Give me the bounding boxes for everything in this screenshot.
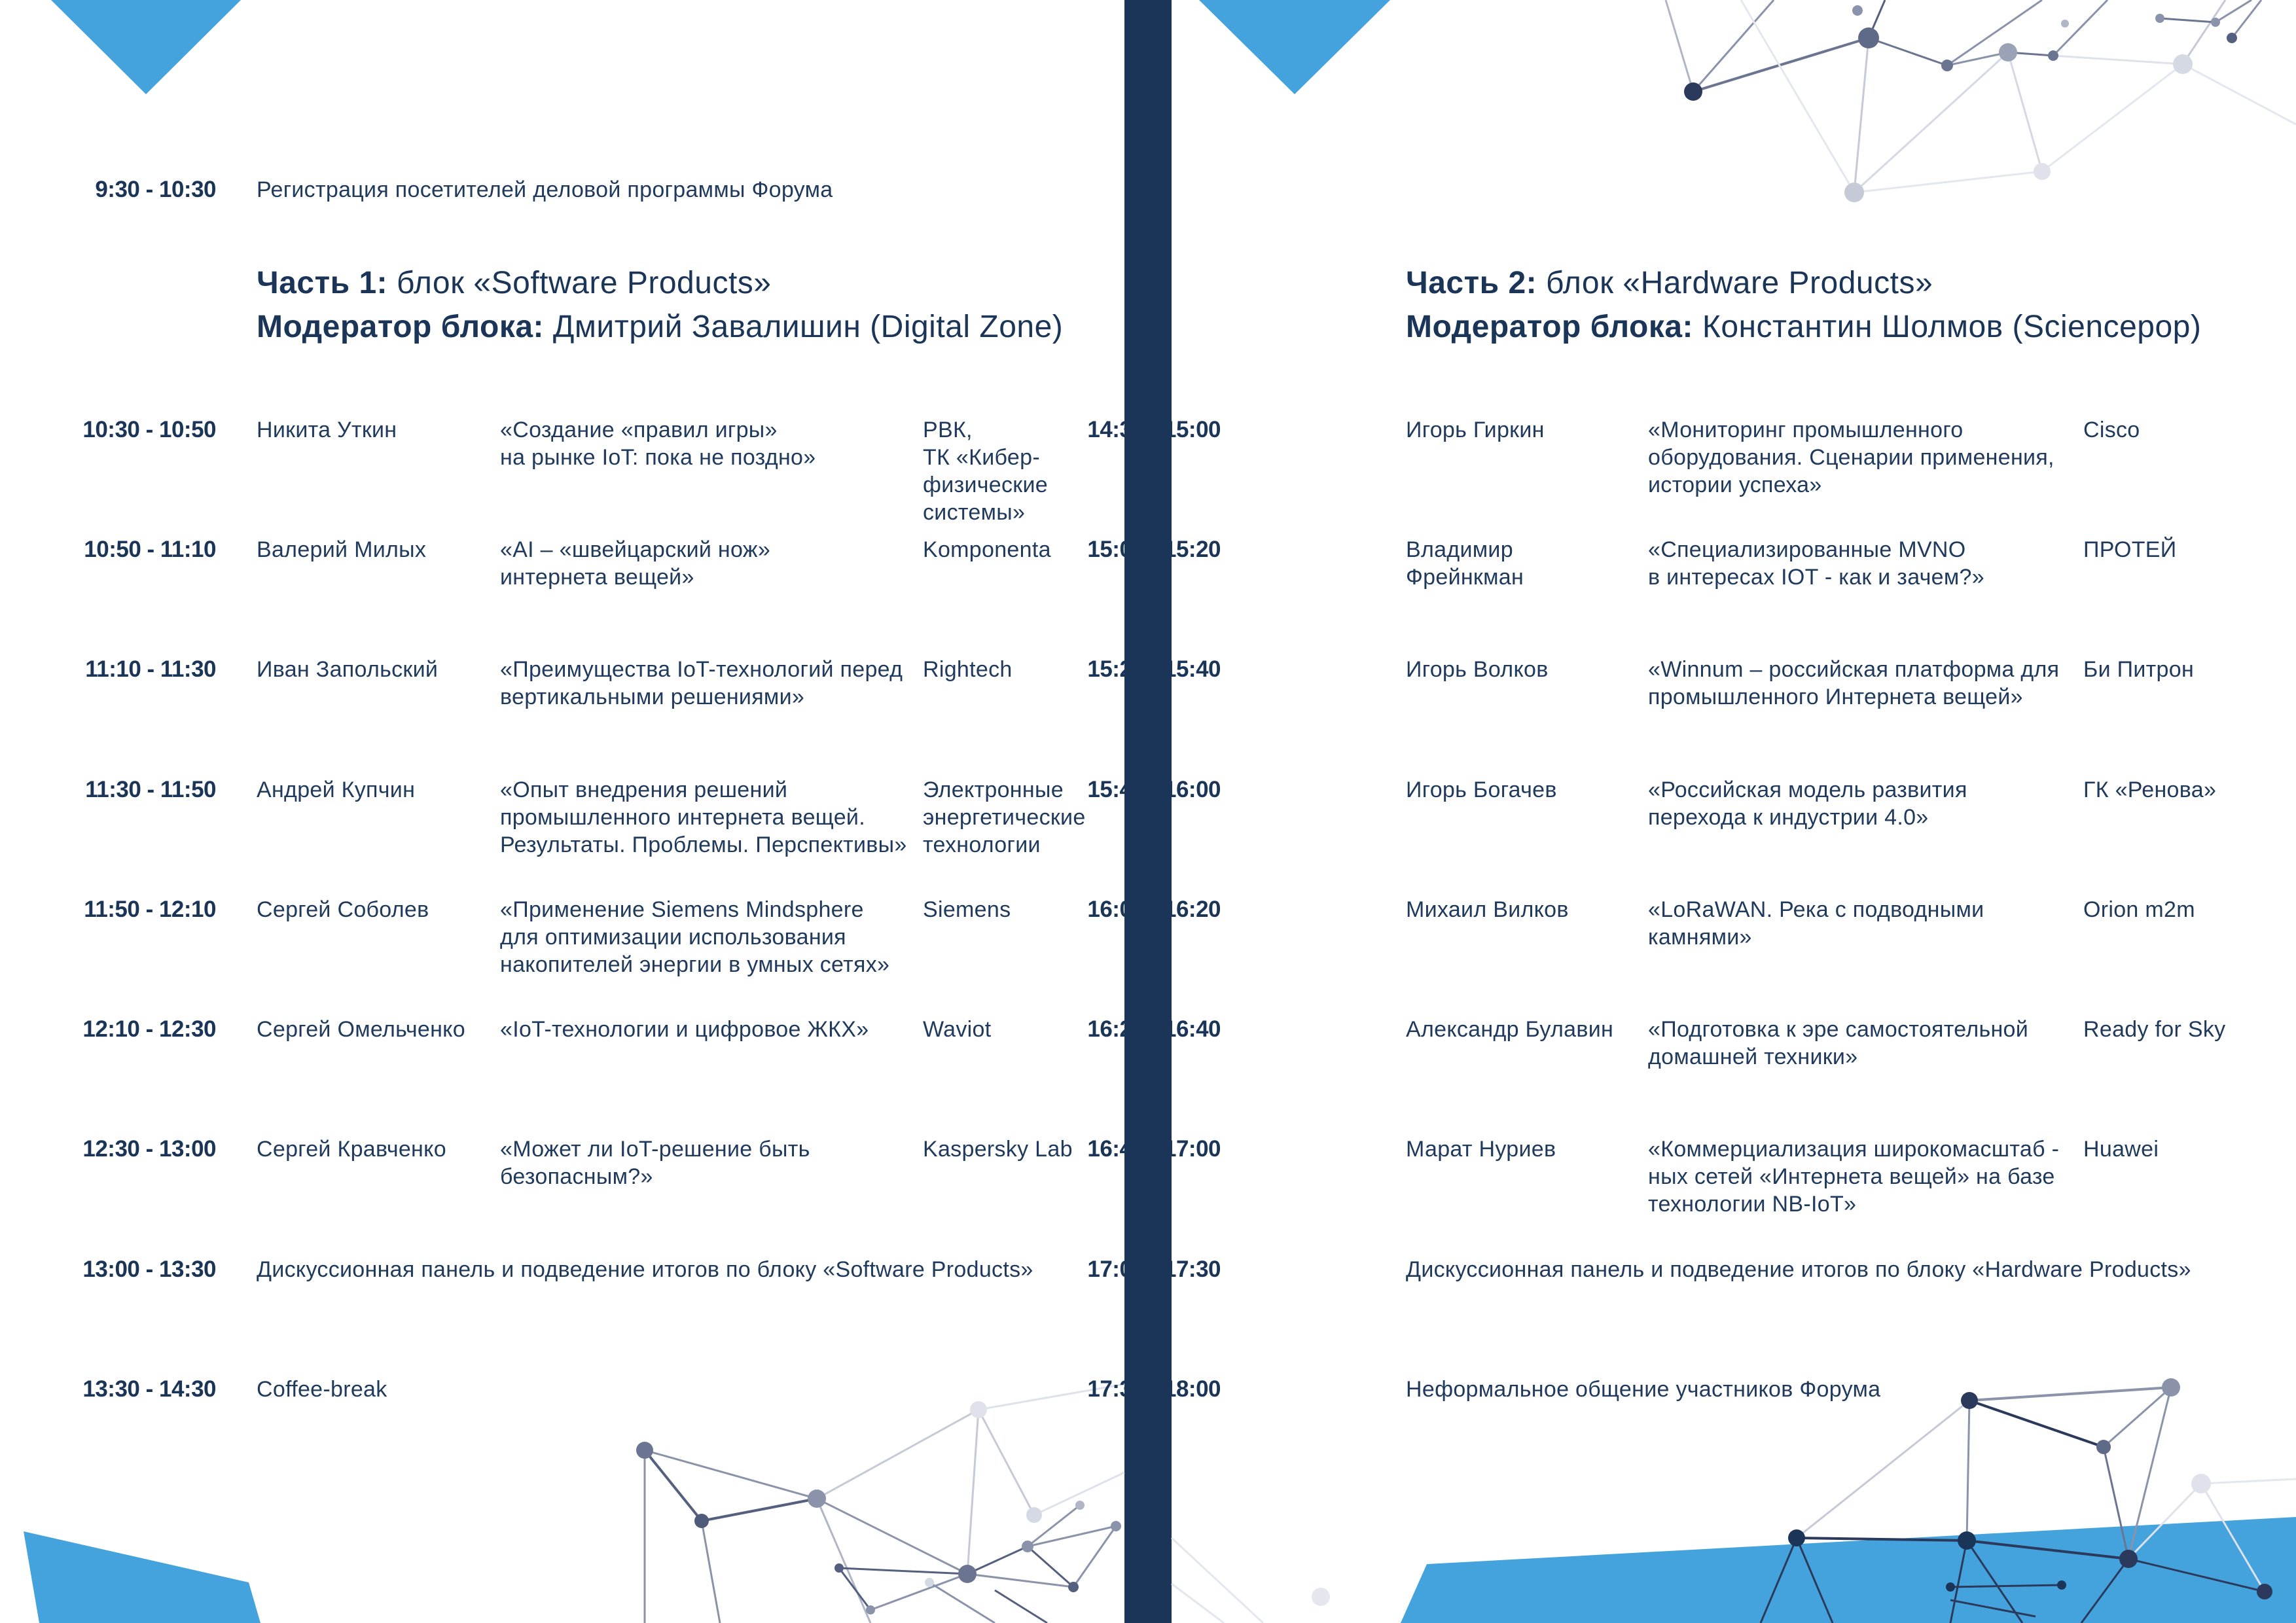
session-speaker: Иван Запольский [257, 657, 439, 682]
right-page [1087, 0, 2296, 1623]
session-company: Электронные энергетические технологии [923, 777, 1086, 857]
moderator-label: Модератор блока: [1406, 310, 1694, 344]
session-speaker: Александр Булавин [1406, 1017, 1614, 1042]
part-label: Часть 1: [257, 266, 388, 300]
registration-text: Регистрация посетителей деловой программы Форума [257, 177, 833, 202]
top-triangle-shape [51, 0, 241, 94]
session-topic: «IoT-технологии и цифровое ЖКХ» [500, 1017, 869, 1042]
session-time: 14:30 - 15:00 [1087, 417, 1221, 442]
session-time: 12:10 - 12:30 [82, 1016, 216, 1042]
session-topic: «Опыт внедрения решений промышленного интернета вещей. Результаты. Проблемы. Перспективы» [500, 777, 907, 857]
session-company: Huawei [2083, 1137, 2159, 1162]
session-time: 11:10 - 11:30 [85, 656, 216, 682]
moderator-label: Модератор блока: [257, 310, 545, 344]
session-speaker: Валерий Милых [257, 537, 427, 562]
session-speaker: Марат Нуриев [1406, 1137, 1556, 1162]
session-topic: «Применение Siemens Mindsphere для оптимизации использования накопителей энергии в умных сетях» [500, 897, 890, 977]
part-label: Часть 2: [1406, 266, 1537, 300]
session-company: Cisco [2083, 418, 2140, 442]
bottom-blue-shape [1401, 1517, 2296, 1623]
session-company: ПРОТЕЙ [2083, 537, 2177, 562]
session-company: Orion m2m [2083, 897, 2195, 922]
session-topic: «Подготовка к эре самостоятельной домашней техники» [1648, 1017, 2029, 1069]
session-company: Waviot [923, 1017, 992, 1042]
session-company: Ready for Sky [2083, 1017, 2226, 1042]
session-speaker: Михаил Вилков [1406, 897, 1569, 922]
session-speaker: Игорь Волков [1406, 657, 1549, 682]
bottom-blue-shape [24, 1531, 260, 1623]
closing-text: Неформальное общение участников Форума [1406, 1377, 1881, 1402]
session-speaker: Сергей Кравченко [257, 1137, 446, 1162]
network-graphic-top-icon [1666, 0, 2296, 202]
session-time: 16:00 - 16:20 [1087, 897, 1221, 922]
part-text: блок «Hardware Products» [1537, 266, 1933, 300]
session-speaker: Сергей Омельченко [257, 1017, 465, 1042]
discussion-time: 13:00 - 13:30 [82, 1257, 216, 1282]
discussion-text: Дискуссионная панель и подведение итогов по блоку «Software Products» [257, 1257, 1033, 1282]
session-time: 11:50 - 12:10 [84, 897, 216, 922]
left-page [0, 0, 1124, 1623]
session-topic: «Специализированные MVNO в интересах IOT - как и зачем?» [1648, 537, 1984, 590]
session-topic: «AI – «швейцарский нож» интернета вещей» [500, 537, 771, 590]
moderator-text: Константин Шолмов (Sciencepop) [1693, 310, 2202, 344]
closing-time: 17:30 - 18:00 [1087, 1376, 1221, 1402]
session-topic: «Преимущества IoT-технологий перед вертикальными решениями» [500, 657, 903, 709]
session-company: Би Питрон [2083, 657, 2195, 682]
session-topic: «LoRaWAN. Река с подводными камнями» [1648, 897, 1984, 950]
session-time: 15:00 - 15:20 [1087, 537, 1221, 562]
session-company: Kaspersky Lab [923, 1137, 1073, 1162]
block-moderator [257, 305, 1063, 349]
session-speaker: Никита Уткин [257, 418, 397, 442]
session-time: 16:40 - 17:00 [1087, 1136, 1221, 1162]
closing-text: Coffee-break [257, 1377, 387, 1402]
block-part-title [1406, 261, 1933, 306]
moderator-text: Дмитрий Завалишин (Digital Zone) [544, 310, 1064, 344]
session-company: Siemens [923, 897, 1011, 922]
session-speaker: Игорь Богачев [1406, 777, 1557, 802]
session-topic: «Мониторинг промышленного оборудования. Сценарии применения, истории успеха» [1648, 418, 2054, 497]
session-company: Komponenta [923, 537, 1051, 562]
session-topic: «Коммерциализация широкомасштаб - ных сетей «Интернета вещей» на базе технологии NB-IoT» [1648, 1137, 2060, 1217]
session-speaker: Сергей Соболев [257, 897, 429, 922]
session-time: 16:20 - 16:40 [1087, 1016, 1221, 1042]
session-time: 15:20 - 15:40 [1087, 656, 1221, 682]
session-time: 10:50 - 11:10 [84, 537, 216, 562]
discussion-time: 17:00 - 17:30 [1087, 1257, 1221, 1282]
network-graphic-icon [636, 1384, 1124, 1623]
block-moderator [1406, 305, 2201, 349]
discussion-text: Дискуссионная панель и подведение итогов по блоку «Hardware Products» [1406, 1257, 2191, 1282]
session-company: Rightech [923, 657, 1013, 682]
session-topic: «Российская модель развития перехода к индустрии 4.0» [1648, 777, 1967, 830]
session-topic: «Winnum – российская платформа для промышленного Интернета вещей» [1648, 657, 2060, 709]
session-topic: «Может ли IoT-решение быть безопасным?» [500, 1137, 810, 1189]
block-part-title [257, 261, 771, 306]
session-time: 12:30 - 13:00 [82, 1136, 216, 1162]
session-topic: «Создание «правил игры» на рынке IoT: пока не поздно» [500, 418, 816, 470]
top-triangle-shape [1199, 0, 1390, 94]
closing-time: 13:30 - 14:30 [82, 1376, 216, 1402]
session-speaker: Владимир Фрейнкман [1406, 537, 1524, 590]
session-company: РВК, ТК «Кибер- физические системы» [923, 418, 1048, 525]
part-text: блок «Software Products» [387, 266, 772, 300]
session-time: 11:30 - 11:50 [85, 777, 216, 802]
session-time: 15:40 - 16:00 [1087, 777, 1221, 802]
session-speaker: Андрей Купчин [257, 777, 416, 802]
session-company: ГК «Ренова» [2083, 777, 2217, 802]
session-time: 10:30 - 10:50 [82, 417, 216, 442]
session-speaker: Игорь Гиркин [1406, 418, 1545, 442]
registration-time: 9:30 - 10:30 [95, 177, 216, 202]
